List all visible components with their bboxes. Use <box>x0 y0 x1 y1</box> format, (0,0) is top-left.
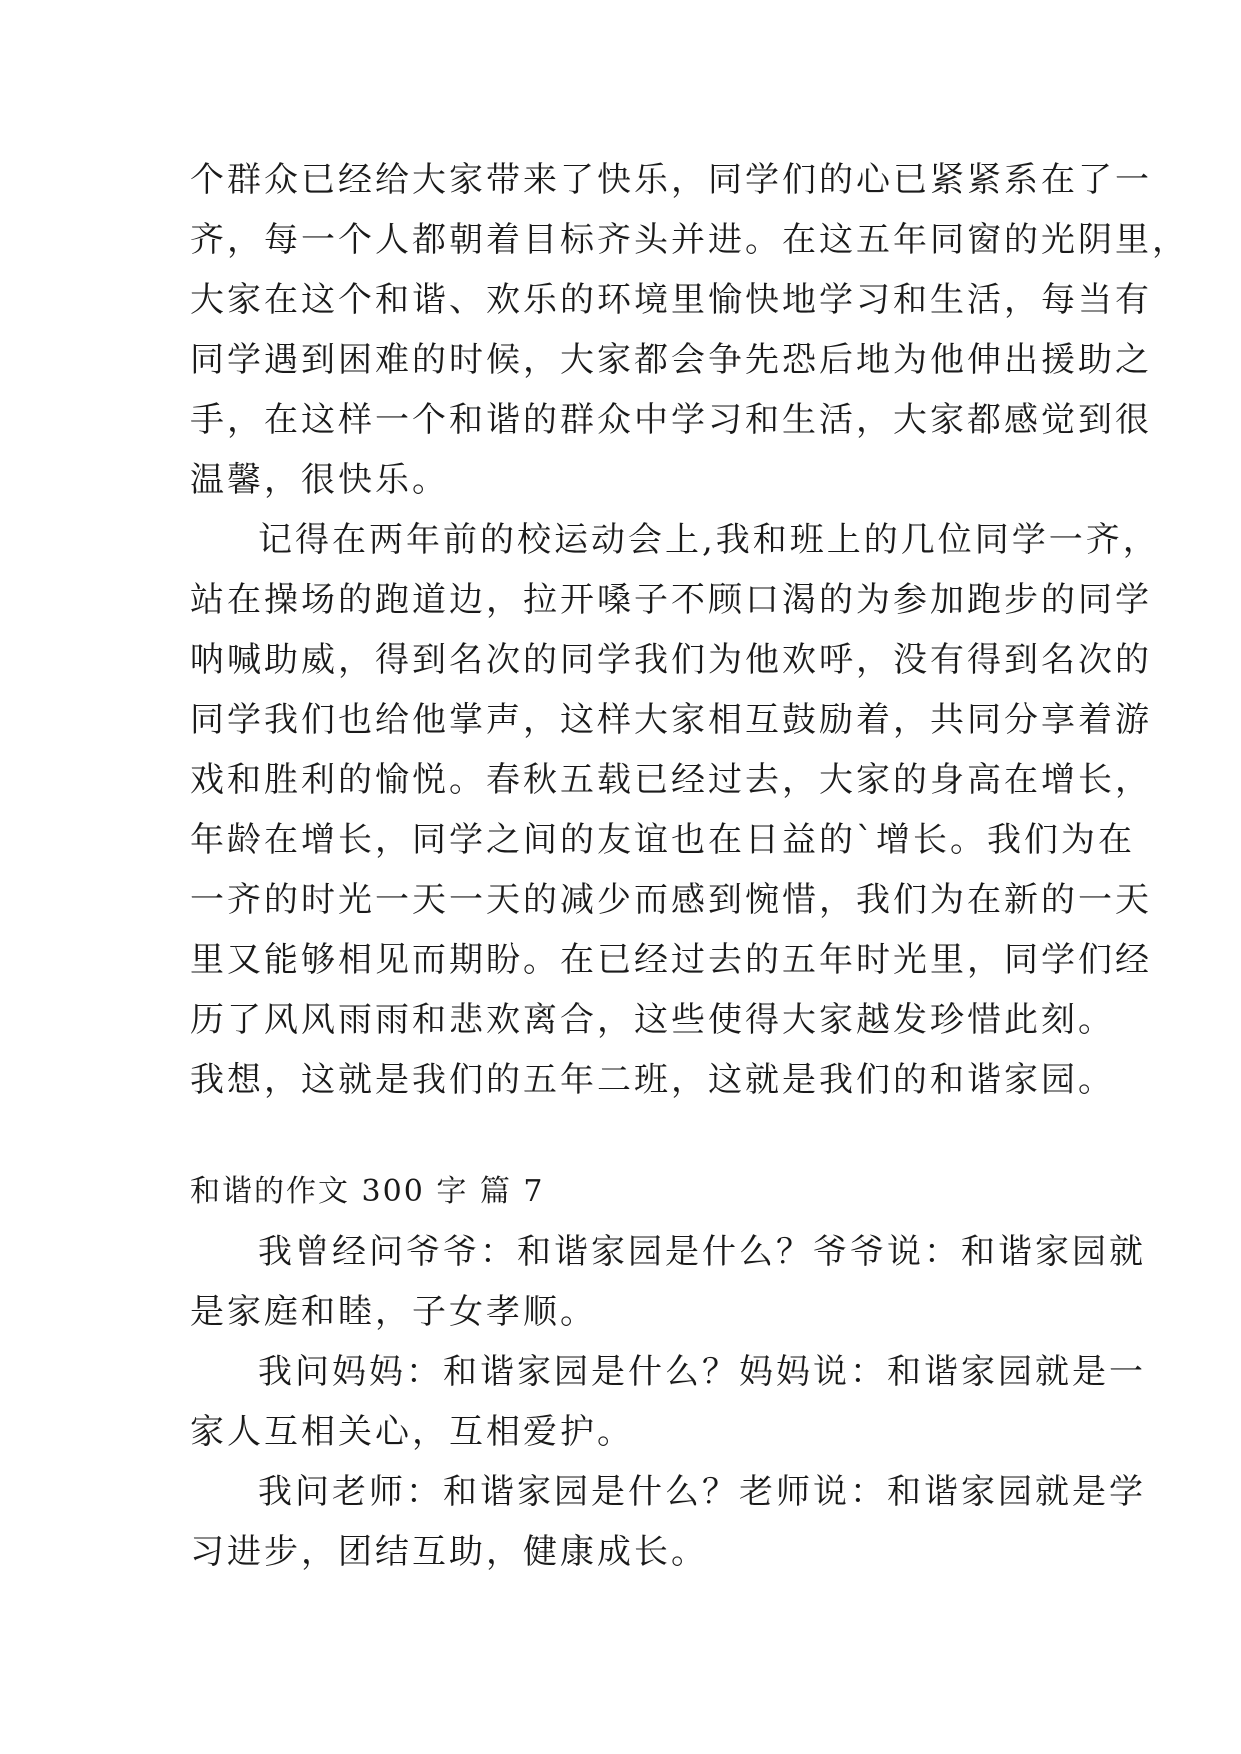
text-line: 历了风风雨雨和悲欢离合，这些使得大家越发珍惜此刻。 <box>190 1000 1115 1040</box>
text-line: 记得在两年前的校运动会上,我和班上的几位同学一齐， <box>258 520 1160 560</box>
text-line: 同学遇到困难的时候，大家都会争先恐后地为他伸出援助之 <box>190 340 1152 380</box>
text-line: 一齐的时光一天一天的减少而感到惋惜，我们为在新的一天 <box>190 880 1152 920</box>
text-line: 站在操场的跑道边，拉开嗓子不顾口渴的为参加跑步的同学 <box>190 580 1152 620</box>
text-line: 我问妈妈：和谐家园是什么？妈妈说：和谐家园就是一 <box>258 1352 1146 1392</box>
text-line: 戏和胜利的愉悦。春秋五载已经过去，大家的身高在增长， <box>190 760 1152 800</box>
section-spacer <box>190 1110 1070 1162</box>
text-line: 年龄在增长，同学之间的友谊也在日益的`增长。我们为在 <box>190 820 1135 860</box>
paragraph-3 <box>190 1222 1146 1342</box>
text-line: 手，在这样一个和谐的群众中学习和生活，大家都感觉到很 <box>190 400 1152 440</box>
text-line: 同学我们也给他掌声，这样大家相互鼓励着，共同分享着游 <box>190 700 1152 740</box>
text-line: 齐，每一个人都朝着目标齐头并进。在这五年同窗的光阴里， <box>190 220 1189 260</box>
text-line: 里又能够相见而期盼。在已经过去的五年时光里，同学们经 <box>190 940 1152 980</box>
text-line: 温馨，很快乐。 <box>190 460 449 500</box>
paragraph-4 <box>190 1342 1146 1462</box>
paragraph-1 <box>190 150 1189 510</box>
text-line: 我想，这就是我们的五年二班，这就是我们的和谐家园。 <box>190 1060 1115 1100</box>
text-line: 我问老师：和谐家园是什么？老师说：和谐家园就是学 <box>258 1472 1146 1512</box>
section-heading: 和谐的作文 300 字 篇 7 <box>190 1174 545 1209</box>
text-line: 家人互相关心，互相爱护。 <box>190 1412 634 1452</box>
text-line: 呐喊助威，得到名次的同学我们为他欢呼，没有得到名次的 <box>190 640 1152 680</box>
text-line: 习进步，团结互助，健康成长。 <box>190 1532 708 1572</box>
text-line: 个群众已经给大家带来了快乐，同学们的心已紧紧系在了一 <box>190 160 1152 200</box>
text-line: 我曾经问爷爷：和谐家园是什么？爷爷说：和谐家园就 <box>258 1232 1146 1272</box>
document-body <box>190 150 1189 1582</box>
text-line: 是家庭和睦，子女孝顺。 <box>190 1292 597 1332</box>
paragraph-5 <box>190 1462 1146 1582</box>
text-line: 大家在这个和谐、欢乐的环境里愉快地学习和生活，每当有 <box>190 280 1152 320</box>
paragraph-2 <box>190 510 1160 1110</box>
